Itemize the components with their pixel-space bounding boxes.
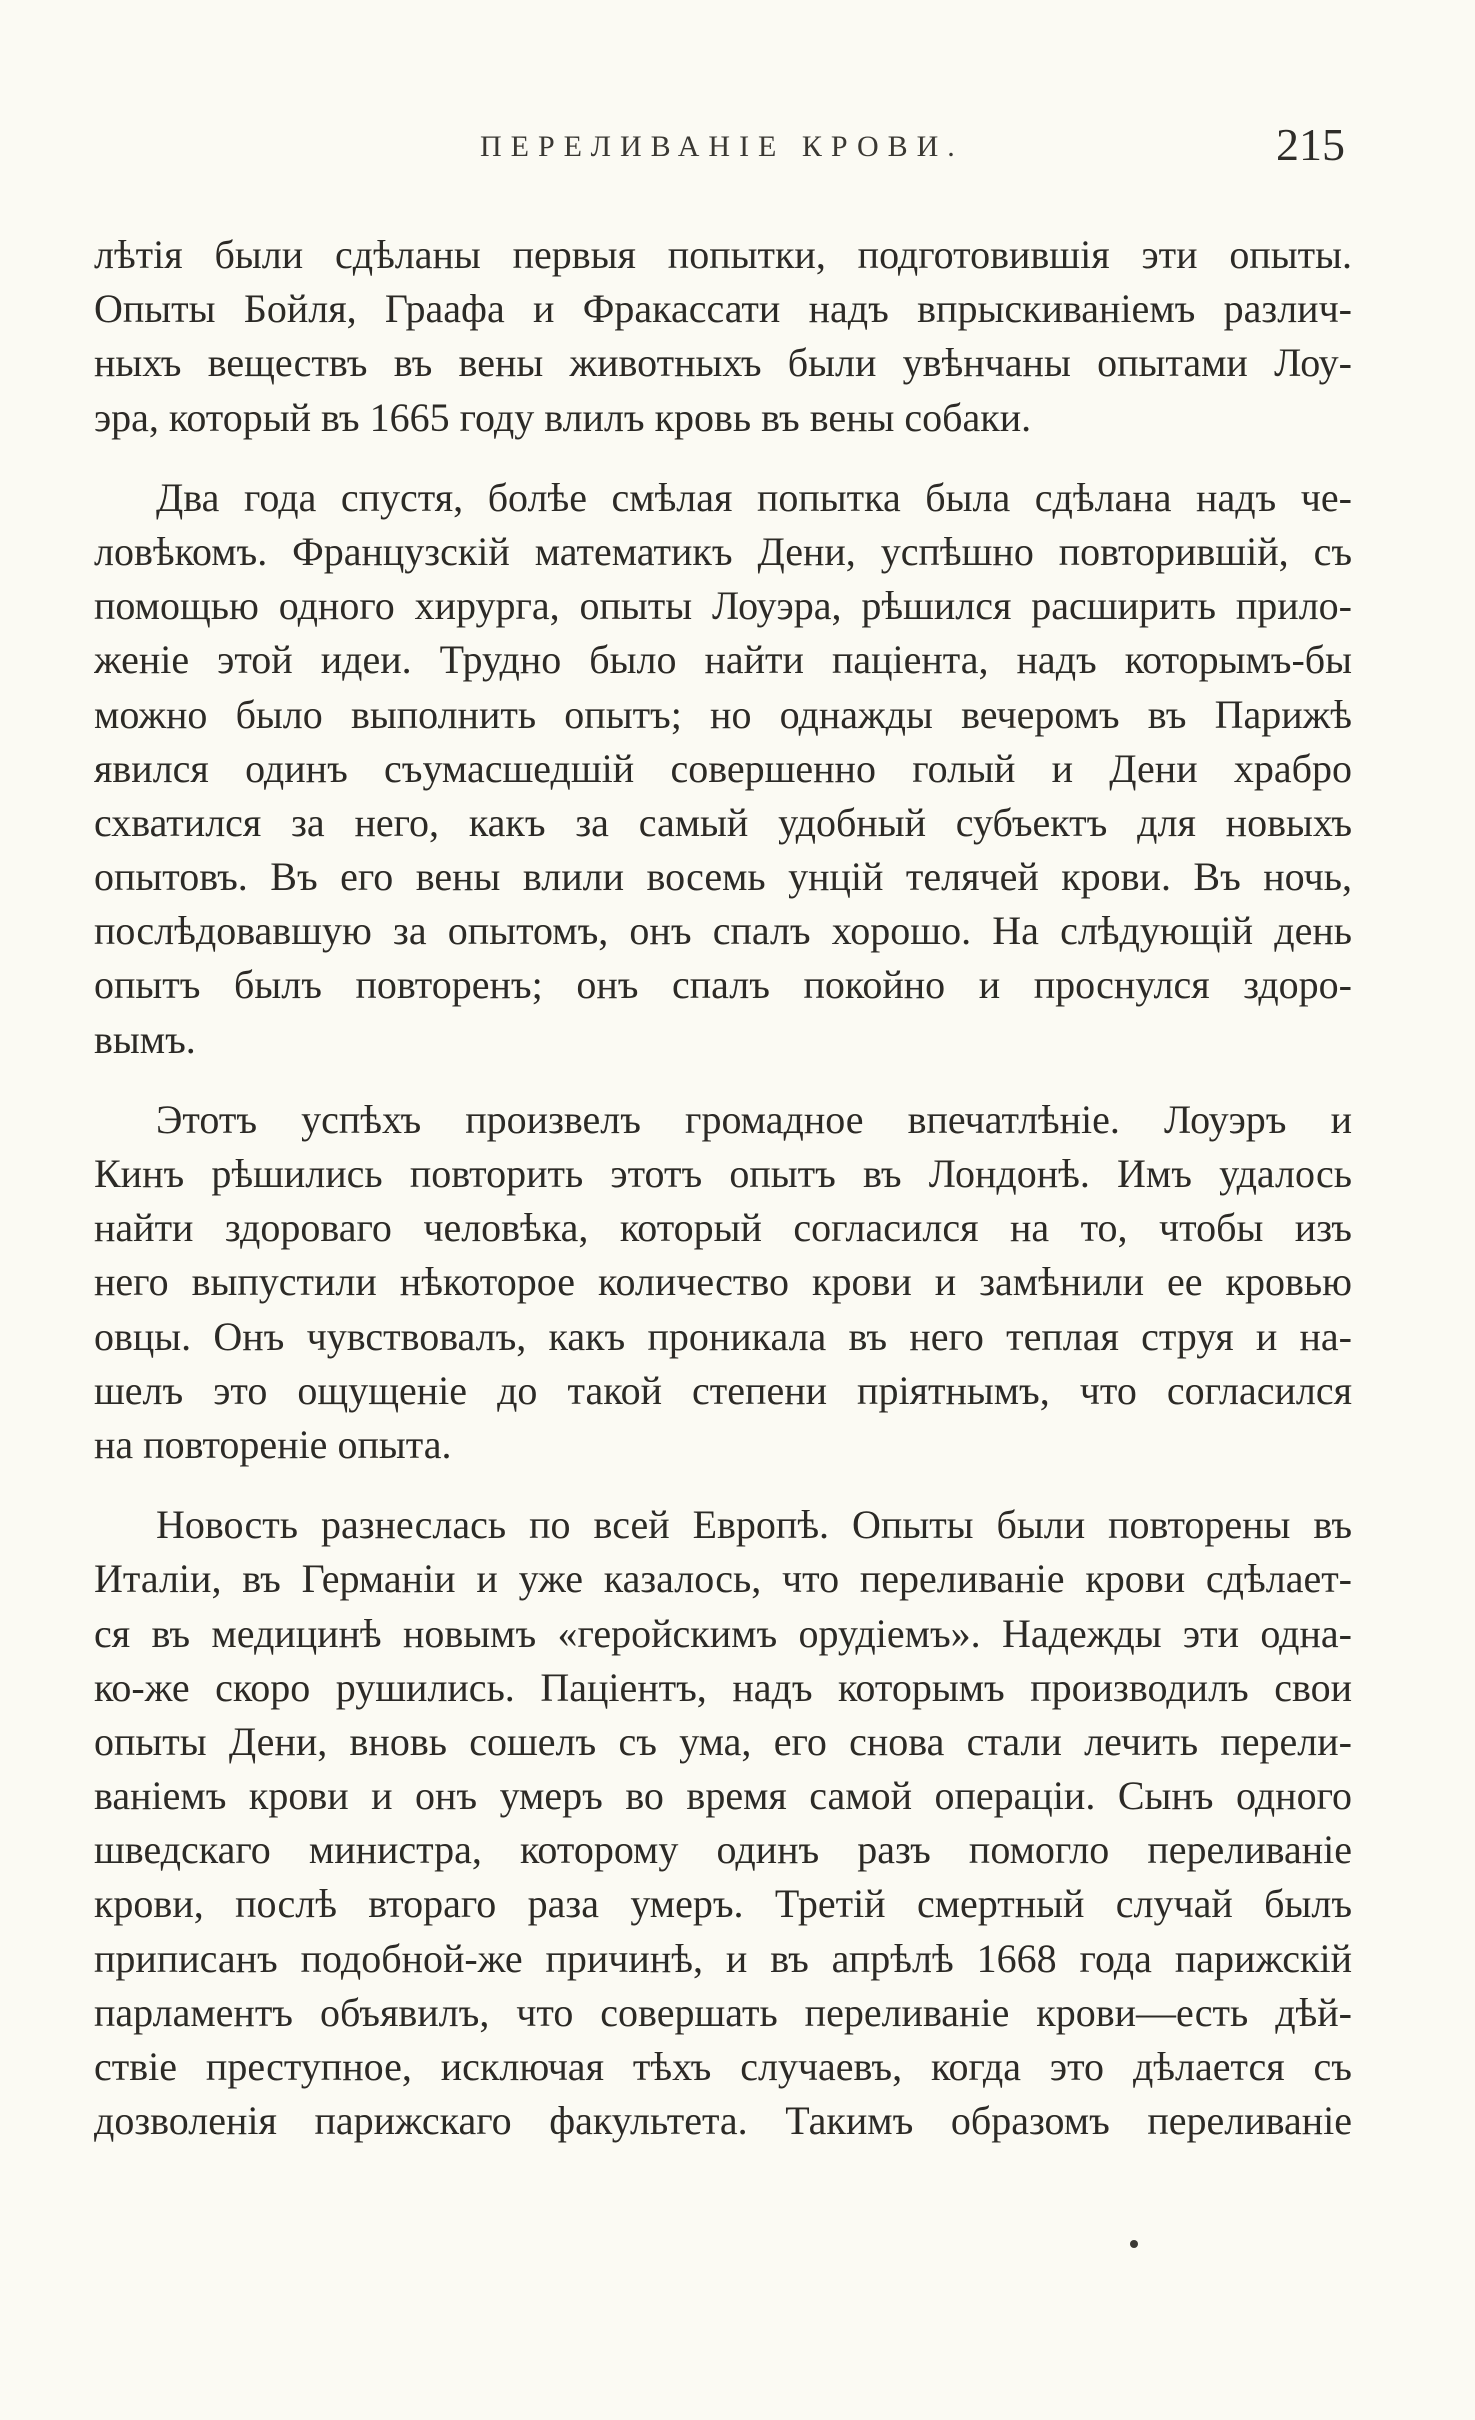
- text-line: Два года спустя, болѣе смѣлая попытка была сдѣлана надъ че-: [156, 474, 1352, 520]
- text-line: послѣдовавшую за опытомъ, онъ спалъ хорошо. На слѣдующій день: [94, 908, 1352, 954]
- text-line: Этотъ успѣхъ произвелъ громадное впечатлѣніе. Лоуэръ и: [156, 1096, 1352, 1142]
- text-line: ся въ медицинѣ новымъ «геройскимъ орудіемъ». Надежды эти одна-: [94, 1610, 1352, 1656]
- text-line: на повтореніе опыта.: [94, 1421, 452, 1467]
- body-text: [94, 228, 1352, 2174]
- text-line: парламентъ объявилъ, что совершать переливаніе крови—есть дѣй-: [94, 1989, 1352, 2035]
- text-line: крови, послѣ втораго раза умеръ. Третій смертный случай былъ: [94, 1881, 1352, 1927]
- paragraph-2: [94, 471, 1352, 1067]
- text-line: найти здороваго человѣка, который согласился на то, чтобы изъ: [94, 1205, 1352, 1251]
- paragraph-3: [94, 1093, 1352, 1472]
- text-line: приписанъ подобной-же причинѣ, и въ апрѣлѣ 1668 года парижскій: [94, 1935, 1352, 1981]
- page-number: 215: [1276, 119, 1345, 170]
- text-line: него выпустили нѣкоторое количество крови и замѣнили ее кровью: [94, 1259, 1352, 1305]
- text-line: ствіе преступное, исключая тѣхъ случаевъ, когда это дѣлается съ: [94, 2044, 1352, 2089]
- text-line: можно было выполнить опытъ; но однажды вечеромъ въ Парижѣ: [94, 691, 1352, 737]
- paragraph-1: [94, 228, 1352, 445]
- text-line: Новость разнеслась по всей Европѣ. Опыты были повторены въ: [156, 1502, 1352, 1548]
- text-line: женіе этой идеи. Трудно было найти паціента, надъ которымъ-бы: [94, 637, 1352, 683]
- text-line: шведскаго министра, которому одинъ разъ помогло переливаніе: [94, 1827, 1352, 1873]
- text-line: Опыты Бойля, Граафа и Фракассати надъ впрыскиваніемъ различ-: [94, 286, 1352, 332]
- text-line: эра, который въ 1665 году влилъ кровь въ вены собаки.: [94, 394, 1032, 440]
- text-line: помощью одного хирурга, опыты Лоуэра, рѣшился расширить прило-: [94, 583, 1352, 629]
- text-line: Италіи, въ Германіи и уже казалось, что переливаніе крови сдѣлает-: [94, 1556, 1352, 1602]
- text-line: лѣтія были сдѣланы первыя попытки, подготовившія эти опыты.: [94, 232, 1352, 277]
- text-line: ныхъ веществъ въ вены животныхъ были увѣнчаны опытами Лоу-: [94, 340, 1352, 386]
- text-line: шелъ это ощущеніе до такой степени пріятнымъ, что согласился: [94, 1367, 1352, 1413]
- text-line: опыты Дени, вновь сошелъ съ ума, его снова стали лечить перели-: [94, 1718, 1352, 1764]
- text-line: Кинъ рѣшились повторить этотъ опытъ въ Лондонѣ. Имъ удалось: [94, 1151, 1352, 1196]
- text-line: дозволенія парижскаго факультета. Такимъ образомъ переливаніе: [94, 2098, 1352, 2144]
- text-line: овцы. Онъ чувствовалъ, какъ проникала въ него теплая струя и на-: [94, 1313, 1352, 1359]
- text-line: опытъ былъ повторенъ; онъ спалъ покойно и проснулся здоро-: [94, 962, 1352, 1008]
- text-line: ваніемъ крови и онъ умеръ во время самой операціи. Сынъ одного: [94, 1773, 1352, 1819]
- running-head: [0, 118, 1475, 178]
- print-mark-dot: [1130, 2240, 1138, 2248]
- chapter-title: ПЕРЕЛИВАНІЕ КРОВИ.: [480, 130, 964, 163]
- text-line: ко-же скоро рушились. Паціентъ, надъ которымъ производилъ свои: [94, 1664, 1352, 1710]
- text-line: явился одинъ съумасшедшій совершенно голый и Дени храбро: [94, 745, 1352, 791]
- text-line: вымъ.: [94, 1016, 196, 1062]
- text-line: ловѣкомъ. Французскій математикъ Дени, успѣшно повторившій, съ: [94, 528, 1352, 574]
- text-line: опытовъ. Въ его вены влили восемь унцій телячей крови. Въ ночь,: [94, 854, 1352, 900]
- text-line: схватился за него, какъ за самый удобный субъектъ для новыхъ: [94, 799, 1352, 845]
- paragraph-4: [94, 1498, 1352, 2148]
